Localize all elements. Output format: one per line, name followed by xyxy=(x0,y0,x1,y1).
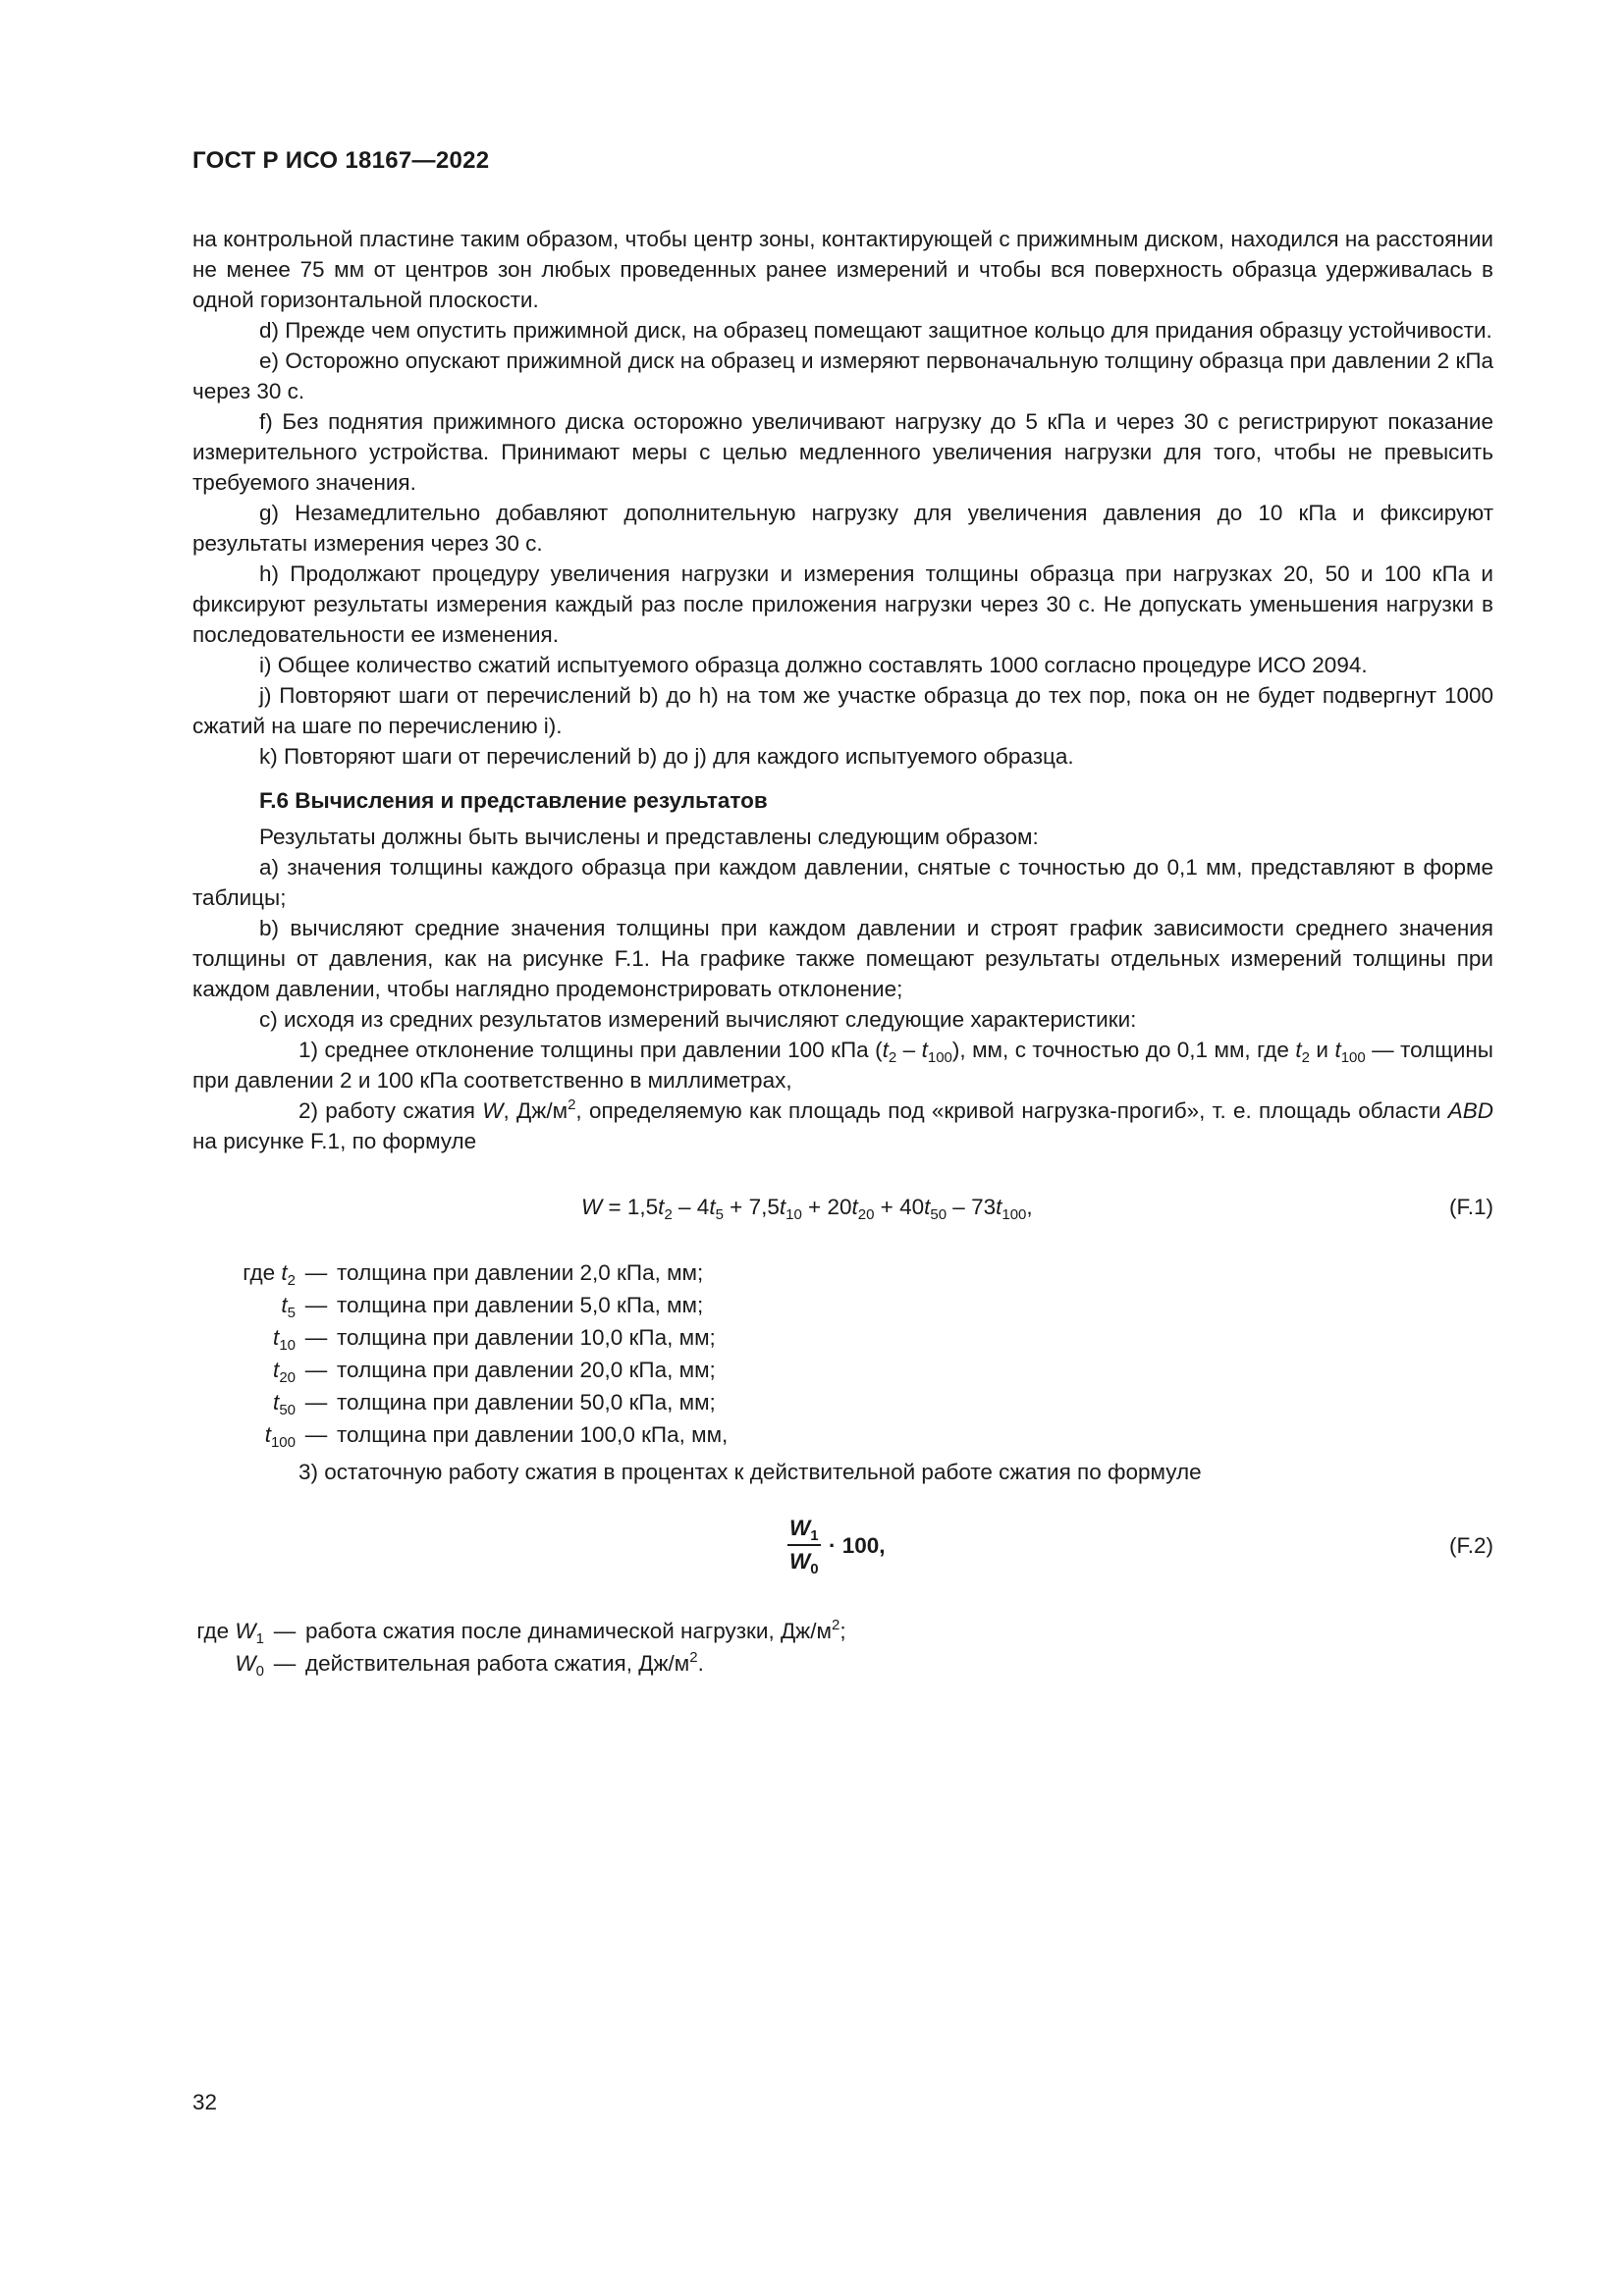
where-row: где $W_1$ — работа сжатия после динамической нагрузки, $Дж/м^2$; xyxy=(196,1617,846,1647)
list-item-b: b) вычисляют средние значения толщины при каждом давлении и строят график зависимости среднего значения толщины от давления, как на рисунке F.1. На графике также помещают результаты отдельных измерений толщины при каждом давлении, чтобы наглядно продемонстрировать отклонение; xyxy=(192,916,1493,1001)
document-header: ГОСТ Р ИСО 18167—2022 xyxy=(192,147,490,174)
where-row: $t_{20}$ — толщина при давлении 20,0 кПа, мм; xyxy=(273,1358,716,1386)
list-item-a: a) значения толщины каждого образца при каждом давлении, снятые с точностью до 0,1 мм, представляют в форме таблицы; xyxy=(192,855,1493,910)
sub-item-3: 3) остаточную работу сжатия в процентах к действительной работе сжатия по формуле xyxy=(298,1460,1202,1484)
list-item-c: c) исходя из средних результатов измерений вычисляют следующие характеристики: xyxy=(259,1007,1137,1032)
list-item-d: d) Прежде чем опустить прижимной диск, на образец помещают защитное кольцо для придания образцу устойчивости. xyxy=(259,318,1492,343)
list-item-e: e) Осторожно опускают прижимной диск на образец и измеряют первоначальную толщину образца при давлении 2 кПа через 30 с. xyxy=(192,348,1493,403)
list-item-h: h) Продолжают процедуру увеличения нагрузки и измерения толщины образца при нагрузках 20, 50 и 100 кПа и фиксируют результаты измерения каждый раз после приложения нагрузки через 30 с. Не допускать уменьшения нагрузки в последовательности ее изменения. xyxy=(192,561,1493,647)
section-intro: Результаты должны быть вычислены и представлены следующим образом: xyxy=(259,825,1039,849)
where-list-f2 xyxy=(192,1615,1493,1680)
where-row: $t_5$ — толщина при давлении 5,0 кПа, мм; xyxy=(281,1293,704,1321)
list-item-f: f) Без поднятия прижимного диска осторожно увеличивают нагрузку до 5 кПа и через 30 с регистрируют показание измерительного устройства. Принимают меры с целью медленного увеличения нагрузки для того, чтобы не превысить требуемого значения. xyxy=(192,409,1493,495)
document-body xyxy=(192,224,1493,1680)
list-item-k: k) Повторяют шаги от перечислений b) до j) для каждого испытуемого образца. xyxy=(259,744,1074,769)
formula-f2 xyxy=(192,1493,1493,1611)
where-row: $t_{50}$ — толщина при давлении 50,0 кПа, мм; xyxy=(273,1390,716,1418)
paragraph-continuation: на контрольной пластине таким образом, чтобы центр зоны, контактирующей с прижимным диском, находился на расстоянии не менее 75 мм от центров зон любых проведенных ранее измерений и чтобы вся поверхность образца удерживалась в одной горизонтальной плоскости. xyxy=(192,227,1493,312)
list-item-g: g) Незамедлительно добавляют дополнительную нагрузку для увеличения давления до 10 кПа и фиксируют результаты измерения через 30 с. xyxy=(192,501,1493,556)
where-row: $t_{10}$ — толщина при давлении 10,0 кПа, мм; xyxy=(273,1325,716,1354)
where-row: где $t_2$ — толщина при давлении 2,0 кПа, мм; xyxy=(243,1260,704,1289)
where-row: $W_0$ — действительная работа сжатия, $Дж/м^2$. xyxy=(235,1649,704,1680)
list-item-i: i) Общее количество сжатий испытуемого образца должно составлять 1000 согласно процедуре ИСО 2094. xyxy=(259,653,1368,677)
sub-item-1: 1) среднее отклонение толщины при давлении 100 кПа $(t_2 - t_{100})$, мм, с точностью до 0,1 мм, где $t_2$ и $t_{100}$ — толщины при давлении 2 и 100 кПа соответственно в миллиметрах, xyxy=(192,1038,1493,1093)
where-row: $t_{100}$ — толщина при давлении 100,0 кПа, мм, xyxy=(264,1422,729,1451)
where-list-f1 xyxy=(192,1256,1493,1451)
formula-f2-numerator: $W_1$ xyxy=(789,1516,819,1544)
list-item-j: j) Повторяют шаги от перечислений b) до h) на том же участке образца до тех пор, пока он не будет подвергнут 1000 сжатий на шаге по перечислению i). xyxy=(192,683,1493,738)
document-page xyxy=(192,0,1493,2296)
formula-f1 xyxy=(192,1170,1493,1249)
formula-f2-denominator: $W_0$ xyxy=(789,1549,819,1577)
formula-f2-fraction xyxy=(787,1515,821,1575)
formula-f2-number: (F.2) xyxy=(1449,1533,1493,1558)
formula-f1-expression: $W = 1,5t_2 - 4t_5 + 7,5t_{10} + 20t_{20} + 40t_{50} - 73t_{100}$, xyxy=(581,1195,1033,1223)
sub-item-2: 2) работу сжатия W, $Дж/м^2$, определяемую как площадь под «кривой нагрузка-прогиб», т. е. площадь области ABD на рисунке F.1, по формуле xyxy=(192,1096,1493,1153)
section-heading: F.6 Вычисления и представление результатов xyxy=(259,788,768,813)
page-number: 32 xyxy=(192,2090,218,2114)
formula-f2-multiplier: · 100, xyxy=(829,1533,886,1558)
formula-f1-number: (F.1) xyxy=(1449,1195,1493,1219)
